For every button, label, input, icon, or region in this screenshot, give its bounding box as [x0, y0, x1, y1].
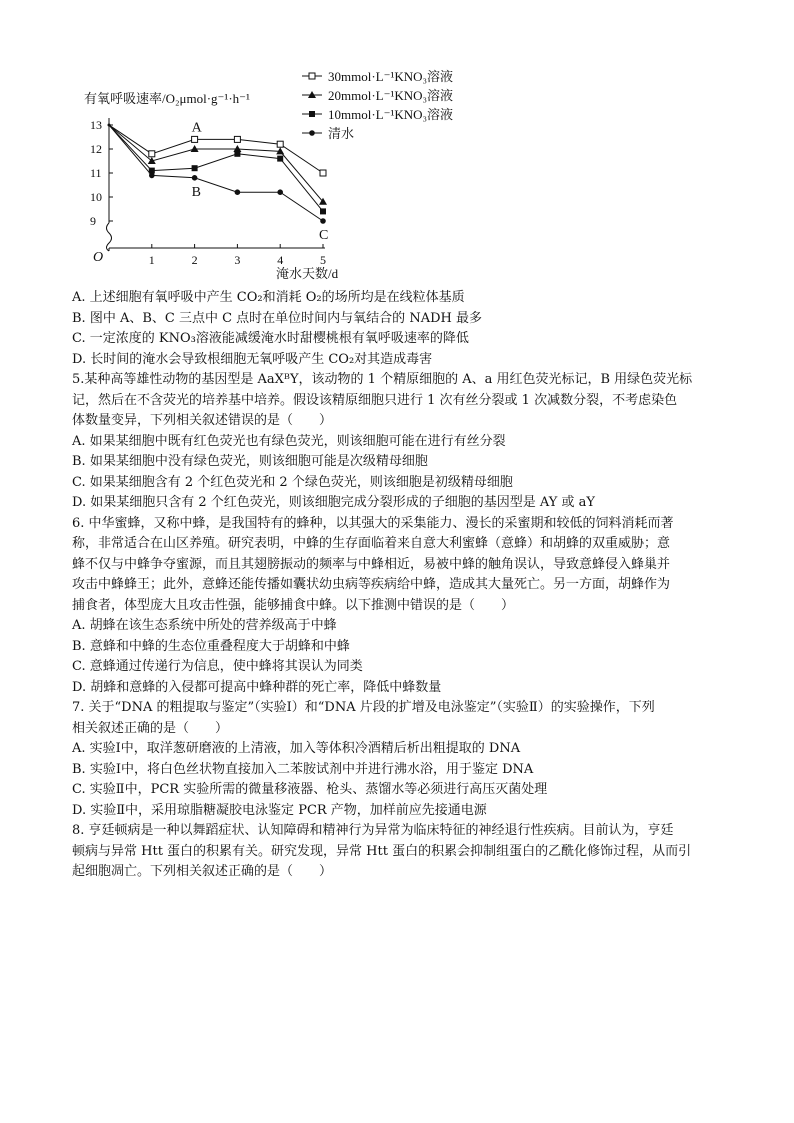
x-tick-label: 1 — [148, 253, 155, 267]
data-point-s3-x3 — [235, 189, 241, 195]
legend-label-1: 20mmol·L⁻¹KNO₃溶液 — [328, 88, 454, 103]
legend-marker-2 — [309, 111, 315, 117]
q8-stem-line-2: 顿病与异常 Htt 蛋白的积累有关。研究发现，异常 Htt 蛋白的积累会抑制组蛋白的乙酰化修饰过程，从而引 — [72, 843, 692, 859]
q5-option-b: B. 如果某细胞中没有绿色荧光，则该细胞可能是次级精母细胞 — [72, 454, 428, 469]
point-label-B: B — [191, 184, 201, 200]
q5-stem-line-3: 体数量变异，下列相关叙述错误的是（ ） — [72, 413, 333, 428]
q6-stem-line-1: 6. 中华蜜蜂，又称中蜂，是我国特有的蜂种，以其强大的采集能力、漫长的采蜜期和较低的饲料消耗而著 — [72, 515, 674, 531]
q8-stem-line-3: 起细胞凋亡。下列相关叙述正确的是（ ） — [72, 864, 333, 879]
data-point-s3-x2 — [192, 175, 198, 181]
data-point-s3-x1 — [149, 173, 155, 179]
legend-label-0: 30mmol·L⁻¹KNO₃溶液 — [328, 69, 454, 84]
y-tick-label: 12 — [90, 142, 102, 156]
legend-label-2: 10mmol·L⁻¹KNO₃溶液 — [328, 107, 454, 122]
data-point-s0-x2 — [192, 136, 198, 142]
q8-stem-line-1: 8. 亨廷顿病是一种以舞蹈症状、认知障碍和精神行为异常为临床特征的神经退行性疾病。目前认为，亨廷 — [72, 823, 674, 838]
x-tick-label: 5 — [320, 253, 326, 267]
data-point-s2-x2 — [192, 165, 198, 171]
chart-axes — [90, 118, 329, 267]
q6-stem-line-5: 捕食者，体型庞大且攻击性强，能够捕食中蜂。以下推测中错误的是（ ） — [72, 597, 515, 613]
data-point-s3-x4 — [277, 189, 283, 195]
origin-label: O — [93, 250, 104, 265]
y-tick-label: 9 — [90, 214, 96, 228]
data-point-s0-x4 — [277, 141, 283, 147]
question-text-block — [72, 288, 724, 883]
q6-stem-line-3: 蜂不仅与中蜂争夺蜜源，而且其翅膀振动的频率与中蜂相近，易被中蜂的触角误认，导致意蜂侵入蜂巢并 — [72, 556, 671, 572]
q6-option-b: B. 意蜂和中蜂的生态位重叠程度大于胡蜂和中蜂 — [72, 638, 350, 654]
data-point-s2-x4 — [277, 156, 283, 162]
y-tick-label: 13 — [90, 118, 102, 132]
q6-option-a: A. 胡蜂在该生态系统中所处的营养级高于中蜂 — [72, 618, 337, 633]
q7-option-c: C. 实验Ⅱ中，PCR 实验所需的微量移液器、枪头、蒸馏水等必须进行高压灭菌处理 — [72, 782, 548, 797]
y-axis-break — [107, 223, 112, 251]
q4-option-d: D. 长时间的淹水会导致根细胞无氧呼吸产生 CO₂对其造成毒害 — [72, 351, 433, 367]
legend-marker-3 — [309, 130, 315, 136]
data-point-s3-x5 — [320, 218, 326, 224]
q7-stem-line-2: 相关叙述正确的是（ ） — [72, 720, 229, 736]
q7-option-b: B. 实验Ⅰ中，将白色丝状物直接加入二苯胺试剂中并进行沸水浴，用于鉴定 DNA — [72, 761, 534, 777]
legend-marker-0 — [309, 73, 315, 79]
data-point-s0-x1 — [149, 151, 155, 157]
q5-stem-line-1: 5.某种高等雄性动物的基因型是 AaXᴮY，该动物的 1 个精原细胞的 A、a 用红色荧光标记，B 用绿色荧光标 — [72, 372, 693, 387]
series-line-2 — [109, 125, 323, 211]
legend-label-3: 清水 — [328, 126, 355, 141]
x-tick-label: 3 — [234, 253, 241, 267]
x-axis-label: 淹水天数/d — [276, 266, 339, 281]
respiration-rate-chart — [80, 62, 480, 292]
q5-option-d: D. 如果某细胞只含有 2 个红色荧光，则该细胞完成分裂形成的子细胞的基因型是 AY 或 aY — [72, 495, 595, 510]
chart-legend — [302, 69, 453, 141]
q7-option-a: A. 实验Ⅰ中，取洋葱研磨液的上清液，加入等体积冷酒精后析出粗提取的 DNA — [72, 741, 521, 756]
q6-option-d: D. 胡蜂和意蜂的入侵都可提高中蜂种群的死亡率，降低中蜂数量 — [72, 679, 442, 695]
data-point-start — [108, 124, 111, 127]
q6-stem-line-2: 称，非常适合在山区养殖。研究表明，中蜂的生存面临着来自意大利蜜蜂（意蜂）和胡蜂的双重威胁；意 — [72, 536, 671, 551]
q7-option-d: D. 实验Ⅱ中，采用琼脂糖凝胶电泳鉴定 PCR 产物，加样前应先接通电源 — [72, 802, 487, 818]
q6-stem-line-4: 攻击中蜂蜂王；此外，意蜂还能传播如囊状幼虫病等疾病给中蜂，造成其大量死亡。另一方面，胡蜂作为 — [72, 577, 671, 592]
q5-option-a: A. 如果某细胞中既有红色荧光也有绿色荧光，则该细胞可能在进行有丝分裂 — [72, 433, 506, 449]
x-tick-label: 4 — [277, 253, 284, 267]
point-label-C: C — [319, 228, 329, 243]
q4-option-a: A. 上述细胞有氧呼吸中产生 CO₂和消耗 O₂的场所均是在线粒体基质 — [72, 290, 465, 305]
data-point-s2-x5 — [320, 208, 326, 214]
q6-option-c: C. 意蜂通过传递行为信息，使中蜂将其误认为同类 — [72, 659, 363, 674]
y-axis-label: 有氧呼吸速率/O₂μmol·g⁻¹·h⁻¹ — [84, 91, 250, 106]
chart-plot-area — [108, 120, 329, 243]
data-point-s0-x5 — [320, 170, 326, 176]
q4-option-b: B. 图中 A、B、C 三点中 C 点时在单位时间内与氧结合的 NADH 最多 — [72, 310, 482, 326]
q7-stem-line-1: 7. 关于“DNA 的粗提取与鉴定”（实验Ⅰ）和“DNA 片段的扩增及电泳鉴定”（实验Ⅱ）的实验操作，下列 — [72, 700, 655, 715]
y-tick-label: 11 — [90, 166, 102, 180]
point-label-A: A — [191, 120, 202, 136]
y-tick-label: 10 — [90, 190, 102, 204]
data-point-s2-x3 — [234, 151, 240, 157]
x-tick-label: 2 — [191, 253, 198, 267]
q5-option-c: C. 如果某细胞含有 2 个红色荧光和 2 个绿色荧光，则该细胞是初级精母细胞 — [72, 474, 513, 490]
q4-option-c: C. 一定浓度的 KNO₃溶液能减缓淹水时甜樱桃根有氧呼吸速率的降低 — [72, 331, 469, 346]
q5-stem-line-2: 记，然后在不含荧光的培养基中培养。假设该精原细胞只进行 1 次有丝分裂或 1 次减数分裂，不考虑染色 — [72, 392, 678, 408]
data-point-s0-x3 — [234, 136, 240, 142]
